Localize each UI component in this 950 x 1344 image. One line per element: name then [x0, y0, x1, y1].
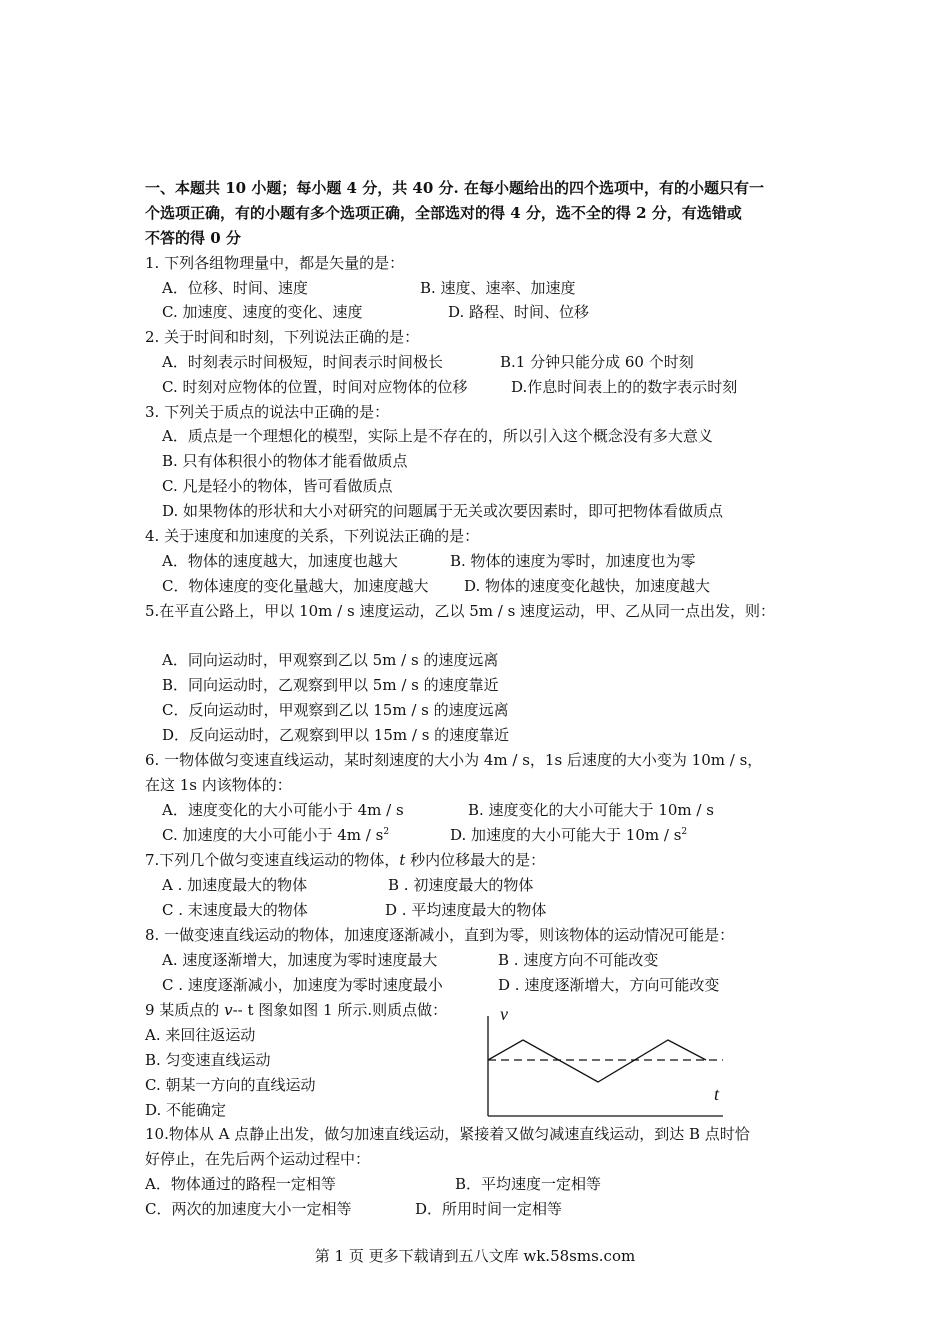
q7-stem-var: t	[399, 851, 406, 869]
q6-option-d	[450, 825, 687, 845]
q3-option-a: A．质点是一个理想化的模型，实际上是不存在的，所以引入这个概念没有多大意义	[162, 427, 713, 445]
q6-option-b: B. 速度变化的大小可能大于 10m / s	[468, 801, 714, 819]
q10-option-b: B．平均速度一定相等	[455, 1175, 602, 1193]
q10-option-a: A．物体通过的路程一定相等	[145, 1175, 336, 1193]
q4-stem: 4. 关于速度和加速度的关系，下列说法正确的是：	[145, 527, 480, 545]
q1-stem: 1. 下列各组物理量中，都是矢量的是：	[145, 254, 405, 272]
q9-stem-post: -- t 图象如图 1 所示.则质点做：	[232, 1001, 448, 1019]
q2-option-d: D.作息时间表上的的数字表示时刻	[511, 378, 738, 396]
q5-stem: 5.在平直公路上，甲以 10m / s 速度运动，乙以 5m / s 速度运动，甲、乙从同一点出发，则：	[145, 602, 776, 620]
section-header-line-3: 不答的得 0 分	[145, 229, 241, 247]
q4-option-c: C．物体速度的变化量越大，加速度越大	[162, 577, 429, 595]
q1-option-d: D. 路程、时间、位移	[448, 303, 590, 321]
q1-option-b: B. 速度、速率、加速度	[420, 279, 576, 297]
q6-option-c-text: C. 加速度的大小可能小于 4m / s	[162, 826, 384, 844]
q8-option-d: D . 速度逐渐增大，方向可能改变	[498, 976, 720, 994]
q10-stem-line-2: 好停止，在先后两个运动过程中：	[145, 1150, 371, 1168]
q6-stem-line-1: 6. 一物体做匀变速直线运动，某时刻速度的大小为 4m / s，1s 后速度的大小变为 10m / s，	[145, 751, 763, 769]
q3-option-c: C. 凡是轻小的物体，皆可看做质点	[162, 477, 393, 495]
q7-stem	[145, 850, 545, 870]
q6-option-c-sup: 2	[383, 827, 390, 837]
vt-graph	[478, 1002, 738, 1122]
q9-option-b: B. 匀变速直线运动	[145, 1051, 271, 1069]
section-header-line-1: 一、本题共 10 小题；每小题 4 分，共 40 分. 在每小题给出的四个选项中，有的小题只有一	[145, 179, 764, 197]
q7-stem-post: 秒内位移最大的是：	[405, 851, 546, 869]
q7-option-a: A . 加速度最大的物体	[162, 876, 308, 894]
q2-stem: 2. 关于时间和时刻，下列说法正确的是：	[145, 328, 420, 346]
q4-option-a: A．物体的速度越大，加速度也越大	[162, 552, 398, 570]
q9-stem-pre: 9 某质点的	[145, 1001, 225, 1019]
q5-option-c: C．反向运动时，甲观察到乙以 15m / s 的速度远离	[162, 701, 509, 719]
q9-stem	[145, 1000, 447, 1020]
q4-option-d: D. 物体的速度变化越快，加速度越大	[464, 577, 711, 595]
page-footer: 第 1 页 更多下载请到五八文库 wk.58sms.com	[314, 1247, 636, 1265]
q8-option-b: B . 速度方向不可能改变	[498, 951, 659, 969]
q2-option-a: A．时刻表示时间极短，时间表示时间极长	[162, 353, 443, 371]
q5-option-a: A．同向运动时，甲观察到乙以 5m / s 的速度远离	[162, 651, 499, 669]
q10-option-d: D．所用时间一定相等	[415, 1200, 563, 1218]
vt-graph-t-label: t	[714, 1084, 720, 1104]
vt-graph-curve	[488, 1040, 706, 1082]
q8-option-a: A. 速度逐渐增大，加速度为零时速度最大	[162, 951, 438, 969]
section-header-line-2: 个选项正确，有的小题有多个选项正确，全部选对的得 4 分，选不全的得 2 分，有选错或	[145, 204, 742, 222]
q4-option-b: B. 物体的速度为零时，加速度也为零	[450, 552, 696, 570]
q7-option-b: B . 初速度最大的物体	[388, 876, 534, 894]
q3-option-b: B. 只有体积很小的物体才能看做质点	[162, 452, 408, 470]
q9-option-c: C. 朝某一方向的直线运动	[145, 1076, 316, 1094]
q6-option-d-text: D. 加速度的大小可能大于 10m / s	[450, 826, 682, 844]
q8-option-c: C . 速度逐渐减小，加速度为零时速度最小	[162, 976, 443, 994]
q9-option-a: A. 来回往返运动	[145, 1026, 256, 1044]
q3-option-d: D. 如果物体的形状和大小对研究的问题属于无关或次要因素时，即可把物体看做质点	[162, 502, 724, 520]
q1-option-a: A．位移、时间、速度	[162, 279, 308, 297]
q3-stem: 3. 下列关于质点的说法中正确的是：	[145, 403, 390, 421]
q5-option-d: D．反向运动时，乙观察到甲以 15m / s 的速度靠近	[162, 726, 510, 744]
q9-stem-var: v	[224, 1001, 233, 1019]
q8-stem: 8. 一做变速直线运动的物体，加速度逐渐减小，直到为零，则该物体的运动情况可能是：	[145, 926, 735, 944]
q6-option-a: A．速度变化的大小可能小于 4m / s	[162, 801, 404, 819]
q10-stem-line-1: 10.物体从 A 点静止出发，做匀加速直线运动，紧接着又做匀减速直线运动，到达 B 点时恰	[145, 1125, 750, 1143]
q7-stem-pre: 7.下列几个做匀变速直线运动的物体，	[145, 851, 400, 869]
q2-option-c: C. 时刻对应物体的位置，时间对应物体的位移	[162, 378, 468, 396]
q7-option-d: D . 平均速度最大的物体	[385, 901, 547, 919]
q6-stem-line-2: 在这 1s 内该物体的：	[145, 776, 292, 794]
q6-option-d-sup: 2	[681, 827, 688, 837]
q10-option-c: C．两次的加速度大小一定相等	[145, 1200, 352, 1218]
q6-option-c	[162, 825, 389, 845]
q5-option-b: B．同向运动时，乙观察到甲以 5m / s 的速度靠近	[162, 676, 499, 694]
q9-option-d: D. 不能确定	[145, 1101, 227, 1119]
q2-option-b: B.1 分钟只能分成 60 个时刻	[500, 353, 694, 371]
q1-option-c: C. 加速度、速度的变化、速度	[162, 303, 363, 321]
q7-option-c: C . 末速度最大的物体	[162, 901, 308, 919]
vt-graph-v-label: v	[500, 1004, 508, 1024]
